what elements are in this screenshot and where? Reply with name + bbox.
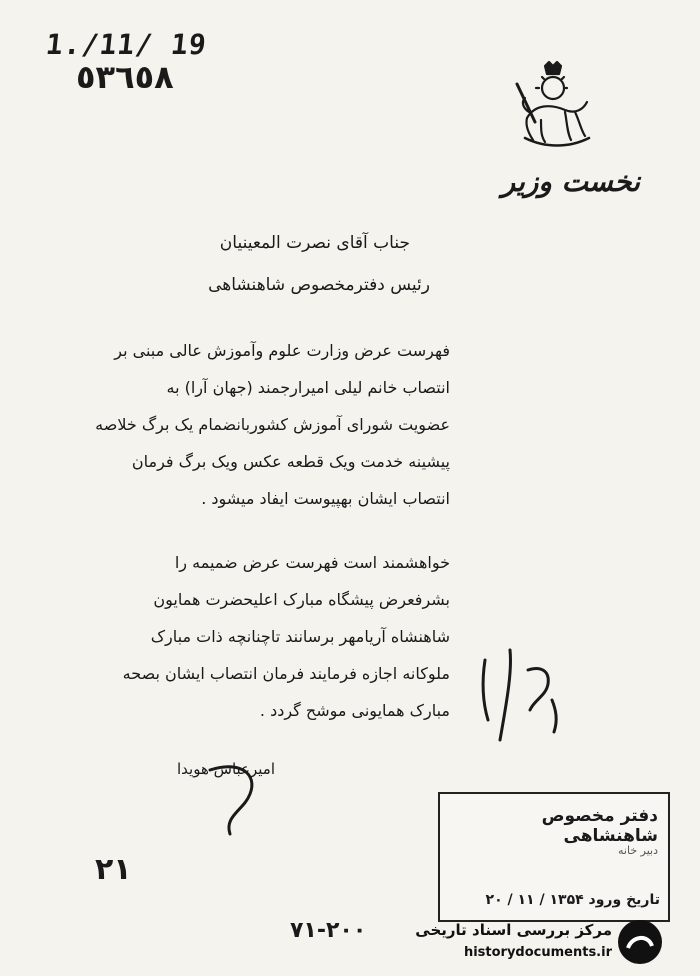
body-line: عضویت شورای آموزش کشوربانضمام یک برگ خلاصه <box>95 415 450 434</box>
body-line: ملوکانه اجازه فرمایند فرمان انتصاب ایشان بصحه <box>122 664 450 683</box>
body-line: انتصاب خانم لیلی امیرارجمند (جهان آرا) به <box>166 378 450 397</box>
body-line: بشرفعرض پیشگاه مبارک اعلیحضرت همایون <box>153 590 450 609</box>
handwritten-margin-note-icon <box>470 640 570 750</box>
body-line: فهرست عرض وزارت علوم وآموزش عالی مبنی بر <box>114 341 450 360</box>
handwritten-bottom-note: ٢٠٠-٧١ <box>290 918 367 943</box>
stamp-date-label: تاریخ ورود <box>588 892 660 908</box>
recipient-title: رئیس دفترمخصوص شاهنشاهی <box>208 275 430 295</box>
archive-logo-icon <box>618 920 662 964</box>
body-line: خواهشمند است فهرست عرض ضمیمه را <box>174 553 450 572</box>
watermark-url: historydocuments.ir <box>463 945 612 960</box>
handwritten-page-mark: ٢١ <box>95 852 132 887</box>
body-line: مبارک همایونی موشح گردد . <box>259 701 450 720</box>
stamp-date-value: ۱۳۵۴ / ۱۱ / ۲۰ <box>485 892 584 908</box>
handwritten-signature-icon <box>200 760 270 840</box>
prime-minister-letterhead: نخست وزیر <box>501 165 640 198</box>
stamp-date-row <box>486 892 660 908</box>
handwritten-date: 1./11/ 19 <box>44 28 209 61</box>
stamp-subtitle: دبیر خانه <box>618 844 658 857</box>
typed-signature: امیرعباس هویدا <box>176 760 275 778</box>
stamp-title: دفتر مخصوص شاهنشاهی <box>541 806 658 846</box>
body-line: پیشینه خدمت ویک قطعه عکس ویک برگ فرمان <box>131 452 450 471</box>
recipient-name: جناب آقای نصرت المعینیان <box>219 233 410 253</box>
lion-and-sun-emblem-icon <box>505 60 600 155</box>
received-stamp <box>438 792 670 922</box>
watermark-archive-name: مرکز بررسی اسناد تاریخی <box>415 921 612 939</box>
body-line: انتصاب ایشان بهپیوست ایفاد میشود . <box>201 489 450 508</box>
body-paragraph-2 <box>30 544 450 729</box>
handwritten-reference-number: ٥٣٦٥٨ <box>76 58 174 96</box>
body-paragraph-1 <box>30 332 450 517</box>
body-line: شاهنشاه آریامهر برسانند تاچنانچه ذات مبارک <box>150 627 450 646</box>
